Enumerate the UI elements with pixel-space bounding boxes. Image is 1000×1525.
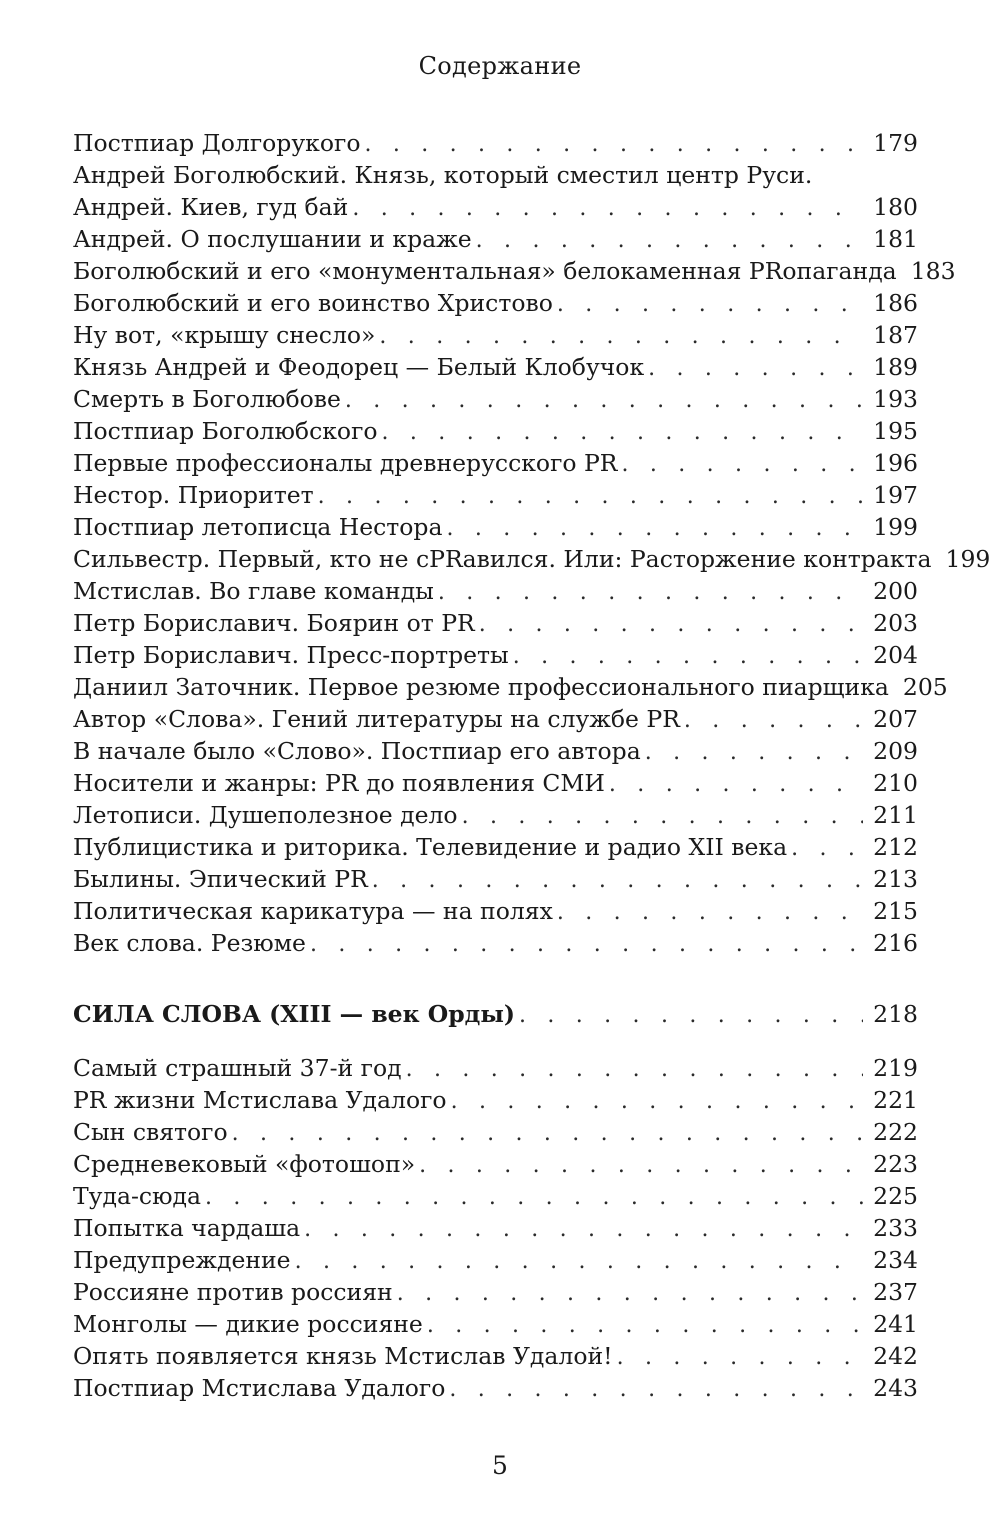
toc-entry [73, 255, 956, 287]
toc-entry-page: 207 [873, 705, 918, 733]
toc-entry-title: Постпиар Мстислава Удалого [73, 1374, 446, 1402]
toc-entry-title: Боголюбский и его «монументальная» белокаменная PRопаганда [73, 257, 897, 285]
dot-leader [519, 999, 863, 1033]
toc-entry-page: 196 [873, 449, 918, 477]
toc-entry-page: 189 [873, 353, 918, 381]
toc-entry-title: Мстислав. Во главе команды [73, 577, 434, 605]
toc-entry-title: Смерть в Боголюбове [73, 385, 341, 413]
toc-entry-page: 199 [873, 513, 918, 541]
page-number: 5 [492, 1451, 508, 1480]
dot-leader [648, 353, 863, 385]
toc-entry-page: 219 [873, 1054, 918, 1082]
toc-entry-page: 181 [873, 225, 918, 253]
dot-leader [232, 1118, 863, 1150]
toc-entry [73, 223, 918, 255]
table-of-contents-part-1 [73, 127, 991, 959]
dot-leader [462, 801, 864, 833]
dot-leader [372, 865, 863, 897]
toc-entry-page: 210 [873, 769, 918, 797]
toc-entry [73, 287, 918, 319]
dot-leader [419, 1150, 863, 1182]
toc-entry-title: Опять появляется князь Мстислав Удалой! [73, 1342, 613, 1370]
toc-entry [73, 1308, 918, 1340]
toc-entry-title: Попытка чардаша [73, 1214, 301, 1242]
toc-entry-page: 213 [873, 865, 918, 893]
dot-leader [645, 737, 863, 769]
toc-entry [73, 479, 918, 511]
dot-leader [513, 641, 863, 673]
toc-entry-title: Туда-сюда [73, 1182, 202, 1210]
dot-leader [318, 481, 863, 513]
toc-entry [73, 1212, 918, 1244]
dot-leader [476, 225, 863, 257]
toc-entry [73, 1052, 918, 1084]
toc-entry-title: Публицистика и риторика. Телевидение и радио XII века [73, 833, 788, 861]
toc-entry [73, 1276, 918, 1308]
dot-leader [557, 289, 863, 321]
dot-leader [609, 769, 863, 801]
toc-entry-title: Предупреждение [73, 1246, 291, 1274]
toc-entry [73, 191, 918, 223]
toc-entry-page: 205 [902, 673, 948, 701]
toc-entry [73, 831, 918, 863]
toc-entry-title: Петр Бориславич. Боярин от PR [73, 609, 475, 637]
dot-leader [310, 929, 863, 961]
toc-entry-page: 222 [873, 1118, 918, 1146]
dot-leader [427, 1310, 863, 1342]
toc-entry [73, 767, 918, 799]
toc-entry [73, 1148, 918, 1180]
dot-leader [304, 1214, 863, 1246]
toc-entry-page: 186 [873, 289, 918, 317]
toc-entry-page: 203 [873, 609, 918, 637]
toc-entry-title: Постпиар летописца Нестора [73, 513, 443, 541]
toc-entry-title: Россияне против россиян [73, 1278, 393, 1306]
toc-entry-title: Сильвестр. Первый, кто не сPRавился. Или: Расторжение контракта [73, 545, 932, 573]
toc-entry-page: 243 [873, 1374, 918, 1402]
toc-entry-title: Былины. Эпический PR [73, 865, 368, 893]
toc-entry-page: 204 [873, 641, 918, 669]
dot-leader [557, 897, 863, 929]
toc-entry [73, 735, 918, 767]
toc-entry-page: 200 [873, 577, 918, 605]
toc-entry-title: Политическая карикатура — на полях [73, 897, 553, 925]
toc-entry-title: Андрей. О послушании и краже [73, 225, 472, 253]
toc-entry-page: 195 [873, 417, 918, 445]
section-heading [73, 997, 918, 1031]
toc-entry-page: 193 [873, 385, 918, 413]
toc-entry-title: В начале было «Слово». Постпиар его автора [73, 737, 641, 765]
toc-entry [73, 895, 918, 927]
toc-entry [73, 1180, 918, 1212]
toc-entry-title: Самый страшный 37-й год [73, 1054, 402, 1082]
toc-entry [73, 383, 918, 415]
toc-entry [73, 1084, 918, 1116]
toc-entry [73, 1116, 918, 1148]
toc-entry [73, 1372, 918, 1404]
toc-entry-page: 197 [873, 481, 918, 509]
toc-entry [73, 575, 918, 607]
dot-leader [295, 1246, 864, 1278]
dot-leader [205, 1182, 863, 1214]
toc-entry-title: Первые профессионалы древнерусского PR [73, 449, 618, 477]
toc-entry [73, 703, 918, 735]
section-heading-page: 218 [873, 1000, 918, 1028]
toc-entry-page: 215 [873, 897, 918, 925]
dot-leader [406, 1054, 864, 1086]
dot-leader [791, 833, 863, 865]
toc-entry-title: Постпиар Долгорукого [73, 129, 361, 157]
toc-entry-title: Средневековый «фотошоп» [73, 1150, 416, 1178]
toc-entry-title: Князь Андрей и Феодорец — Белый Клобучок [73, 353, 645, 381]
toc-entry-page: 179 [873, 129, 918, 157]
toc-entry [73, 799, 918, 831]
toc-entry [73, 159, 918, 191]
toc-entry [73, 351, 918, 383]
toc-entry-page: 187 [873, 321, 918, 349]
toc-entry-page: 223 [873, 1150, 918, 1178]
toc-entry-page: 199 [945, 545, 991, 573]
dot-leader [451, 1086, 864, 1118]
toc-entry-title: Постпиар Боголюбского [73, 417, 378, 445]
dot-leader [446, 513, 863, 545]
toc-entry [73, 127, 918, 159]
toc-entry-title: Ну вот, «крышу снесло» [73, 321, 376, 349]
toc-entry-title: Век слова. Резюме [73, 929, 306, 957]
toc-entry [73, 639, 918, 671]
toc-entry-title: Андрей Боголюбский. Князь, который сместил центр Руси. [73, 161, 813, 189]
toc-entry-page: 211 [873, 801, 918, 829]
toc-entry-title: Автор «Слова». Гений литературы на службе PR [73, 705, 680, 733]
toc-entry-page: 242 [873, 1342, 918, 1370]
toc-entry [73, 543, 991, 575]
toc-entry-page: 221 [873, 1086, 918, 1114]
dot-leader [438, 577, 863, 609]
toc-entry-title: Летописи. Душеполезное дело [73, 801, 458, 829]
toc-entry-title: Боголюбский и его воинство Христово [73, 289, 553, 317]
toc-entry [73, 927, 918, 959]
dot-leader [617, 1342, 864, 1374]
toc-entry [73, 671, 948, 703]
table-of-contents-part-2 [73, 1052, 918, 1404]
toc-entry-title: Сын святого [73, 1118, 228, 1146]
dot-leader [364, 129, 863, 161]
section-heading-title: СИЛА СЛОВА (XIII — век Орды) [73, 1000, 516, 1028]
toc-entry-title: Петр Бориславич. Пресс-портреты [73, 641, 509, 669]
toc-entry-page: 212 [873, 833, 918, 861]
toc-entry [73, 415, 918, 447]
toc-entry [73, 447, 918, 479]
dot-leader [352, 193, 863, 225]
toc-entry-page: 183 [910, 257, 956, 285]
toc-entry [73, 1244, 918, 1276]
dot-leader [382, 417, 864, 449]
dot-leader [379, 321, 863, 353]
toc-entry-title: Носители и жанры: PR до появления СМИ [73, 769, 605, 797]
toc-entry [73, 1340, 918, 1372]
dot-leader [684, 705, 863, 737]
dot-leader [345, 385, 863, 417]
toc-entry [73, 319, 918, 351]
toc-entry-title: Монголы — дикие россияне [73, 1310, 423, 1338]
toc-entry [73, 863, 918, 895]
dot-leader [622, 449, 864, 481]
toc-entry-page: 237 [873, 1278, 918, 1306]
toc-entry-page: 225 [873, 1182, 918, 1210]
toc-entry-title: PR жизни Мстислава Удалого [73, 1086, 447, 1114]
toc-entry-title: Нестор. Приоритет [73, 481, 314, 509]
dot-leader [397, 1278, 863, 1310]
page-header-title: Содержание [418, 52, 582, 80]
dot-leader [449, 1374, 863, 1406]
toc-entry-page: 180 [873, 193, 918, 221]
toc-entry-page: 241 [873, 1310, 918, 1338]
toc-entry-page: 233 [873, 1214, 918, 1242]
toc-entry-page: 209 [873, 737, 918, 765]
toc-entry [73, 511, 918, 543]
toc-entry-title: Даниил Заточник. Первое резюме профессионального пиарщика [73, 673, 889, 701]
toc-entry [73, 607, 918, 639]
toc-entry-page: 216 [873, 929, 918, 957]
toc-entry-page: 234 [873, 1246, 918, 1274]
toc-entry-title: Андрей. Киев, гуд бай [73, 193, 349, 221]
dot-leader [479, 609, 863, 641]
